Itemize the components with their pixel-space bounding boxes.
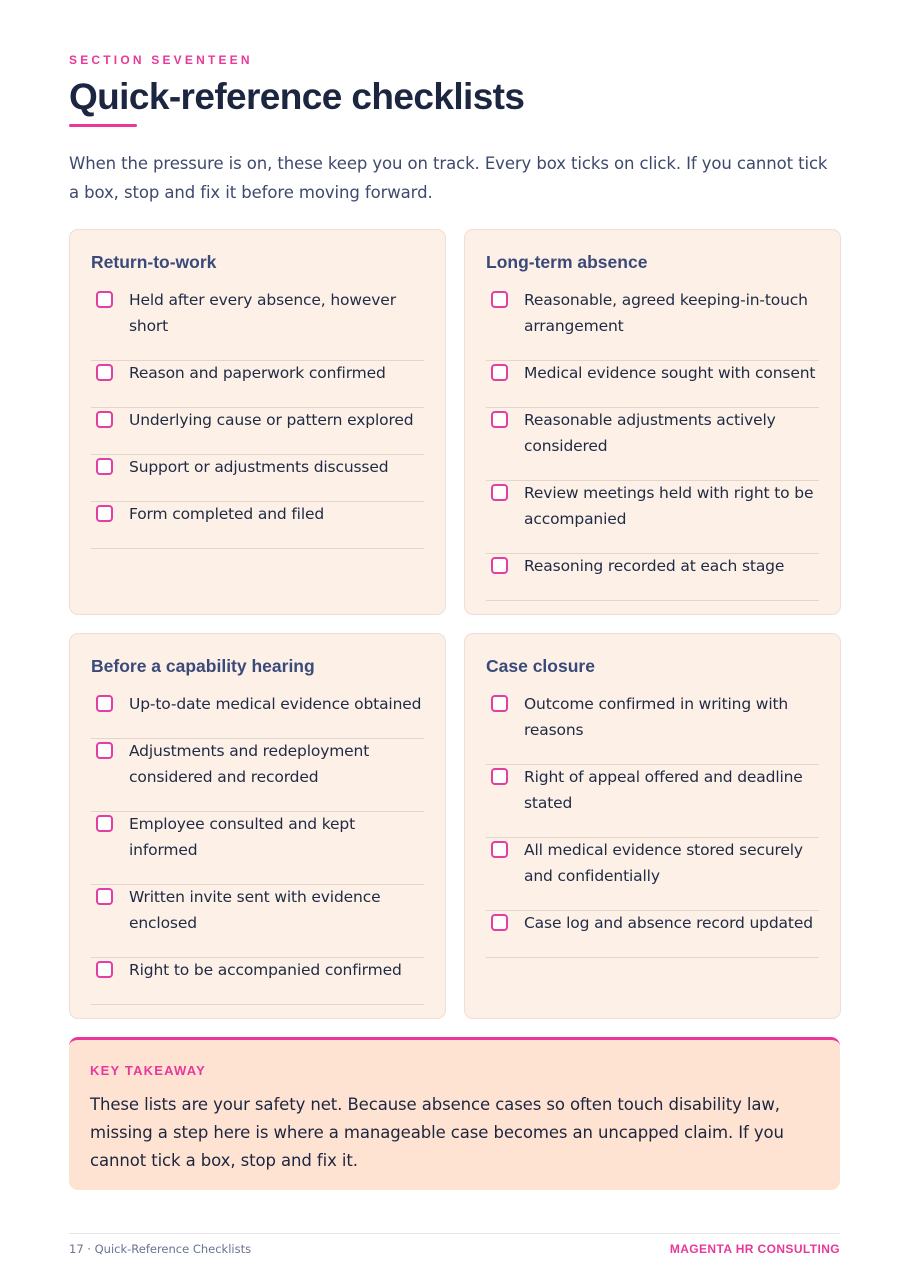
takeaway-text: These lists are your safety net. Because absence cases so often touch disability law, missing a step here is where a manageable case becomes an uncapped claim. If you cannot tick a box, stop and fix it. bbox=[90, 1095, 784, 1170]
checklist-card-return-to-work bbox=[69, 229, 446, 615]
checklist-item[interactable] bbox=[486, 481, 819, 554]
checklist-item-label: Adjustments and redeployment considered and recorded bbox=[129, 742, 370, 786]
checklist-item[interactable] bbox=[486, 765, 819, 838]
checklist-item-label: Underlying cause or pattern explored bbox=[129, 411, 414, 429]
checklist-item[interactable] bbox=[486, 838, 819, 911]
checklist-item-label: Employee consulted and kept informed bbox=[129, 815, 356, 859]
checklist-item[interactable] bbox=[91, 455, 424, 502]
checklist-item-label: Right to be accompanied confirmed bbox=[129, 961, 402, 979]
checklist-item[interactable] bbox=[91, 739, 424, 812]
checklist-item-label: Case log and absence record updated bbox=[524, 914, 813, 932]
checkbox[interactable] bbox=[96, 695, 113, 712]
checklist-item-label: Reasonable, agreed keeping-in-touch arrangement bbox=[524, 291, 808, 335]
checklist-item[interactable] bbox=[486, 408, 819, 481]
checklist-item[interactable] bbox=[486, 554, 819, 601]
checkbox[interactable] bbox=[96, 458, 113, 475]
checklist-item-label: Medical evidence sought with consent bbox=[524, 364, 816, 382]
checkbox[interactable] bbox=[491, 557, 508, 574]
checkbox[interactable] bbox=[96, 742, 113, 759]
checklist-card-case-closure bbox=[464, 633, 841, 1019]
checklist-item-label: Outcome confirmed in writing with reasons bbox=[524, 695, 789, 739]
title-underline bbox=[69, 124, 137, 127]
checklist-item[interactable] bbox=[486, 692, 819, 765]
checkbox[interactable] bbox=[491, 484, 508, 501]
checklist-item-label: Reasonable adjustments actively considered bbox=[524, 411, 776, 455]
checklist-card-capability-hearing bbox=[69, 633, 446, 1019]
checklist-item-label: Held after every absence, however short bbox=[129, 291, 396, 335]
checklist-title: Before a capability hearing bbox=[91, 656, 315, 676]
checklist-item[interactable] bbox=[486, 361, 819, 408]
checklist-item[interactable] bbox=[91, 361, 424, 408]
checklist-item[interactable] bbox=[91, 288, 424, 361]
footer-divider bbox=[69, 1233, 840, 1234]
checkbox[interactable] bbox=[491, 914, 508, 931]
checklist-item[interactable] bbox=[91, 692, 424, 739]
checkbox[interactable] bbox=[491, 364, 508, 381]
checkbox[interactable] bbox=[96, 888, 113, 905]
checklist-item-label: Written invite sent with evidence enclosed bbox=[129, 888, 381, 932]
footer-page-label: 17 · Quick-Reference Checklists bbox=[69, 1242, 252, 1256]
checkbox[interactable] bbox=[491, 768, 508, 785]
checklist-title: Long-term absence bbox=[486, 252, 648, 272]
checklist-item-label: Up-to-date medical evidence obtained bbox=[129, 695, 422, 713]
checklist-item-label: Support or adjustments discussed bbox=[129, 458, 389, 476]
checklist-item-label: Reasoning recorded at each stage bbox=[524, 557, 785, 575]
checkbox[interactable] bbox=[491, 695, 508, 712]
checkbox[interactable] bbox=[96, 364, 113, 381]
checklist-item-label: Right of appeal offered and deadline stated bbox=[524, 768, 803, 812]
checklist-item[interactable] bbox=[91, 958, 424, 1005]
checklist-title: Case closure bbox=[486, 656, 595, 676]
checkbox[interactable] bbox=[96, 961, 113, 978]
takeaway-kicker: KEY TAKEAWAY bbox=[90, 1063, 207, 1078]
checklist-item-label: Reason and paperwork confirmed bbox=[129, 364, 386, 382]
key-takeaway-callout bbox=[69, 1037, 840, 1190]
checkbox[interactable] bbox=[491, 841, 508, 858]
checklist-item-label: Form completed and filed bbox=[129, 505, 325, 523]
checklist-item-label: All medical evidence stored securely and confidentially bbox=[524, 841, 803, 885]
page-title: Quick-reference checklists bbox=[69, 76, 525, 117]
checklist-item-label: Review meetings held with right to be accompanied bbox=[524, 484, 814, 528]
checklist-item[interactable] bbox=[486, 911, 819, 958]
checklist-card-long-term-absence bbox=[464, 229, 841, 615]
checklist-title: Return-to-work bbox=[91, 252, 217, 272]
checkbox[interactable] bbox=[491, 291, 508, 308]
footer-brand: MAGENTA HR CONSULTING bbox=[669, 1242, 840, 1256]
checkbox[interactable] bbox=[96, 411, 113, 428]
checklist-item[interactable] bbox=[91, 885, 424, 958]
checkbox[interactable] bbox=[96, 505, 113, 522]
checklist-item[interactable] bbox=[91, 812, 424, 885]
checkbox[interactable] bbox=[491, 411, 508, 428]
checkbox[interactable] bbox=[96, 815, 113, 832]
intro-text: When the pressure is on, these keep you on track. Every box ticks on click. If you cannot tick a box, stop and fix it before moving forward. bbox=[69, 154, 828, 202]
checklist-item[interactable] bbox=[486, 288, 819, 361]
checklist-item[interactable] bbox=[91, 502, 424, 549]
checkbox[interactable] bbox=[96, 291, 113, 308]
section-eyebrow: SECTION SEVENTEEN bbox=[69, 53, 253, 67]
checklist-item[interactable] bbox=[91, 408, 424, 455]
